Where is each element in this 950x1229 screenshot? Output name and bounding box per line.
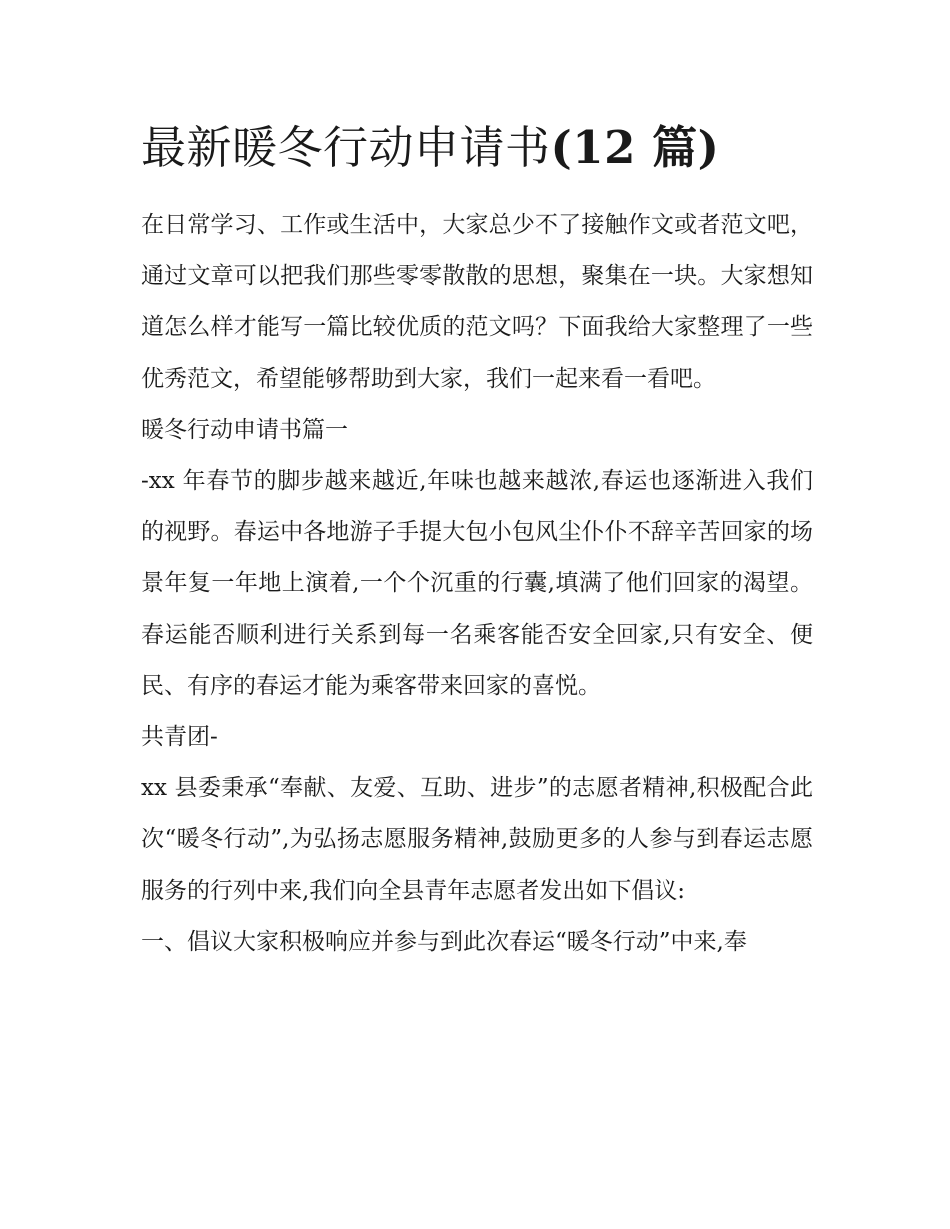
intro-paragraph: 在日常学习、工作或生活中，大家总少不了接触作文或者范文吧，通过文章可以把我们那些零零散散的思想，聚集在一块。大家想知道怎么样才能写一篇比较优质的范文吗？下面我给大家整理了一些优秀范文，希望能够帮助到大家，我们一起来看一看吧。 [141, 212, 813, 392]
section-heading: 暖冬行动申请书篇一 [141, 416, 348, 443]
body-paragraph: 共青团- [141, 724, 218, 751]
body-paragraph: xx 县委秉承“奉献、友爱、互助、进步”的志愿者精神,积极配合此次“暖冬行动”,为弘扬志愿服务精神,鼓励更多的人参与到春运志愿服务的行列中来,我们向全县青年志愿者发出如下倡议: [141, 775, 813, 904]
body-paragraph: 一、倡议大家积极响应并参与到此次春运“暖冬行动”中来,奉 [141, 928, 747, 955]
document-content [141, 118, 813, 968]
document-title-main: 最新暖冬行动申请书 [141, 121, 551, 174]
document-body [141, 200, 813, 968]
body-paragraph: -xx 年春节的脚步越来越近,年味也越来越浓,春运也逐渐进入我们的视野。春运中各地游子手提大包小包风尘仆仆不辞辛苦回家的场景年复一年地上演着,一个个沉重的行囊,填满了他们回家的渴望。春运能否顺利进行关系到每一名乘客能否安全回家,只有安全、便民、有序的春运才能为乘客带来回家的喜悦。 [141, 468, 813, 699]
document-title [141, 118, 813, 178]
document-title-suffix: (12 篇) [550, 121, 720, 174]
